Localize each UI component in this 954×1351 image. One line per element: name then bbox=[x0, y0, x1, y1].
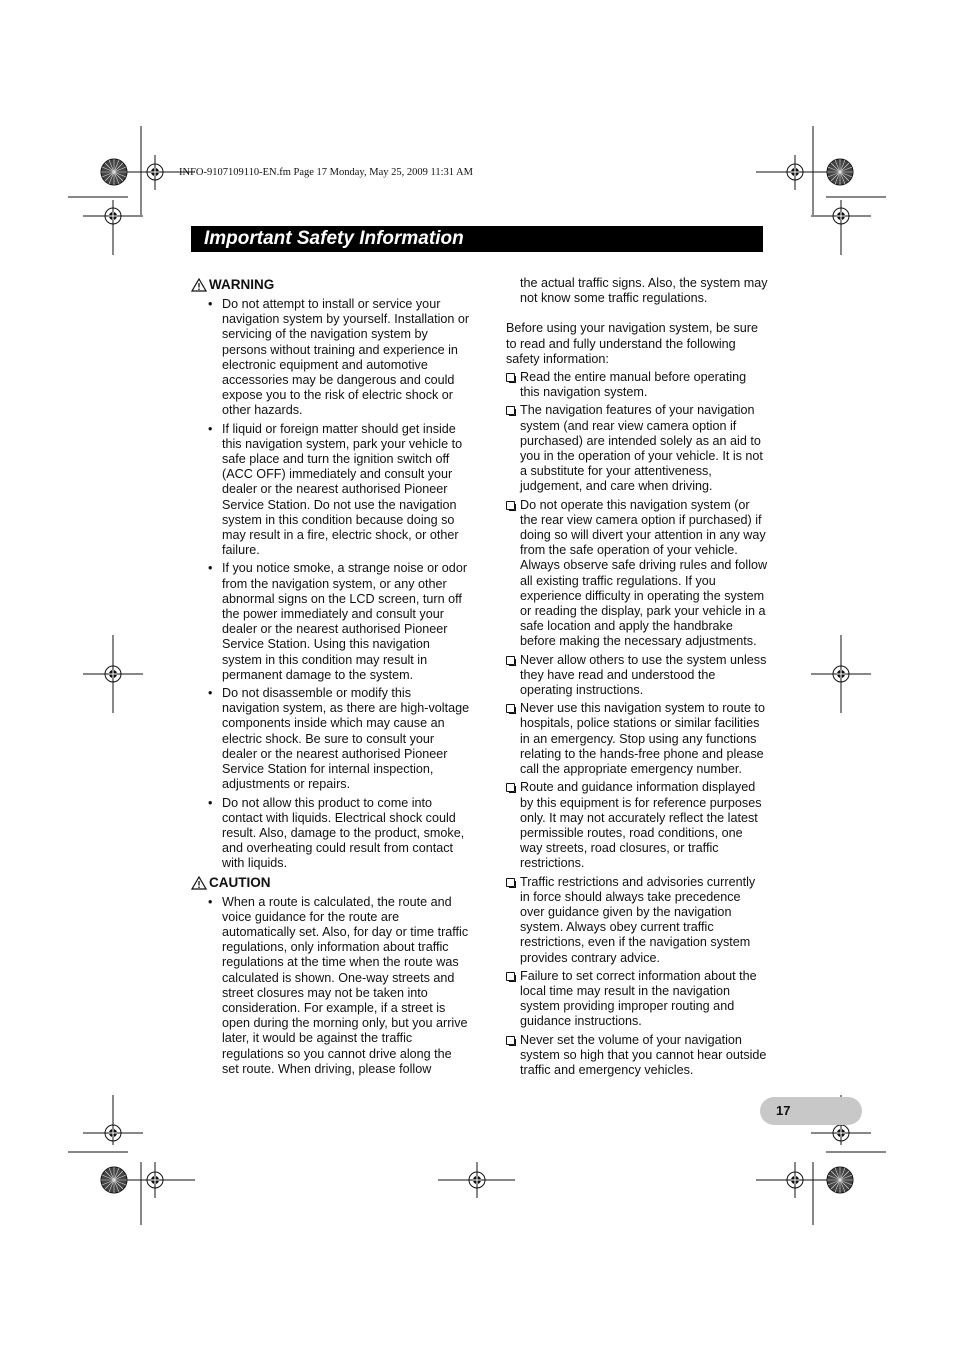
list-item: The navigation features of your navigation system (and rear view camera option if purchased) are intended solely as an aid to you in the operation of your vehicle. It is not a substitute for your attentiveness, judgement, and care when driving. bbox=[506, 403, 768, 494]
page-title: Important Safety Information bbox=[204, 228, 464, 249]
list-item: • Do not disassemble or modify this navigation system, as there are high-voltage components inside which may cause an electric shock. Be sure to consult your dealer or the nearest authorised Pioneer Service Station for internal inspection, adjustments or repairs. bbox=[191, 686, 471, 792]
section-title-bar bbox=[191, 226, 763, 252]
list-item: Read the entire manual before operating this navigation system. bbox=[506, 370, 768, 400]
list-item: Never allow others to use the system unless they have read and understood the operating instructions. bbox=[506, 653, 768, 699]
checkbox-bullet-icon bbox=[506, 972, 515, 981]
list-item: • When a route is calculated, the route and voice guidance for the route are automatically set. Also, for day or time traffic regulations, only information about traffic regulations at the time when the route was calculated is shown. One-way streets and street closures may not be taken into consideration. For example, if a street is open during the morning only, but you arrive later, it would be against the traffic regulations so you cannot drive along the set route. When driving, please follow bbox=[191, 895, 471, 1077]
right-column bbox=[506, 276, 768, 1081]
checkbox-bullet-icon bbox=[506, 1036, 515, 1045]
list-item: • Do not attempt to install or service your navigation system by yourself. Installation or servicing of the navigation system by persons without training and experience in electronic equipment and automotive accessories may be dangerous and could expose you to the risk of electric shock or other hazards. bbox=[191, 297, 471, 419]
list-item: • If you notice smoke, a strange noise or odor from the navigation system, or any other abnormal signs on the LCD screen, turn off the power immediately and consult your dealer or the nearest authorised Pioneer Service Station. Using this navigation system in this condition may result in permanent damage to the system. bbox=[191, 561, 471, 683]
caution-list bbox=[191, 895, 471, 1077]
list-item: • If liquid or foreign matter should get inside this navigation system, park your vehicle to safe place and turn the ignition switch off (ACC OFF) immediately and consult your dealer or the nearest authorised Pioneer Service Station. Do not use the navigation system in this condition because doing so may result in a fire, electric shock, or other failure. bbox=[191, 422, 471, 559]
page-number: 17 bbox=[776, 1103, 791, 1118]
checkbox-bullet-icon bbox=[506, 783, 515, 792]
warning-list bbox=[191, 297, 471, 872]
warning-heading bbox=[191, 277, 471, 293]
checkbox-bullet-icon bbox=[506, 373, 515, 382]
checkbox-bullet-icon bbox=[506, 704, 515, 713]
warning-label: WARNING bbox=[209, 277, 275, 292]
warning-triangle-icon bbox=[191, 278, 207, 292]
list-item: • Do not allow this product to come into contact with liquids. Electrical shock could result. Also, damage to the product, smoke, and overheating could result from contact with liquids. bbox=[191, 796, 471, 872]
file-info-header: INFO-9107109110-EN.fm Page 17 Monday, May 25, 2009 11:31 AM bbox=[179, 167, 473, 178]
caution-heading bbox=[191, 875, 471, 891]
list-item: Traffic restrictions and advisories currently in force should always take precedence over guidance given by the navigation system. Always obey current traffic restrictions, even if the navigation system provides contrary advice. bbox=[506, 875, 768, 966]
intro-paragraph: Before using your navigation system, be sure to read and fully understand the following safety information: bbox=[506, 321, 759, 366]
warning-triangle-icon bbox=[191, 876, 207, 890]
caution-label: CAUTION bbox=[209, 874, 271, 890]
left-column bbox=[191, 276, 471, 1080]
caution-continuation: the actual traffic signs. Also, the system may not know some traffic regulations. bbox=[520, 276, 768, 306]
list-item: Failure to set correct information about the local time may result in the navigation system providing improper routing and guidance instructions. bbox=[506, 969, 768, 1030]
checkbox-bullet-icon bbox=[506, 406, 515, 415]
page-number-tab bbox=[760, 1097, 862, 1125]
safety-list bbox=[506, 370, 768, 1078]
checkbox-bullet-icon bbox=[506, 501, 515, 510]
checkbox-bullet-icon bbox=[506, 878, 515, 887]
list-item: Do not operate this navigation system (or the rear view camera option if purchased) if doing so will divert your attention in any way from the safe operation of your vehicle. Always observe safe driving rules and follow all existing traffic regulations. If you experience difficulty in operating the system or reading the display, park your vehicle in a safe location and apply the handbrake before making the necessary adjustments. bbox=[506, 498, 768, 650]
list-item: Never use this navigation system to route to hospitals, police stations or similar facilities in an emergency. Stop using any functions relating to the hands-free phone and please call the appropriate emergency number. bbox=[506, 701, 768, 777]
list-item: Never set the volume of your navigation system so high that you cannot hear outside traffic and emergency vehicles. bbox=[506, 1033, 768, 1079]
list-item: Route and guidance information displayed by this equipment is for reference purposes only. It may not accurately reflect the latest permissible routes, road conditions, one way streets, road closures, or traffic restrictions. bbox=[506, 780, 768, 871]
checkbox-bullet-icon bbox=[506, 656, 515, 665]
